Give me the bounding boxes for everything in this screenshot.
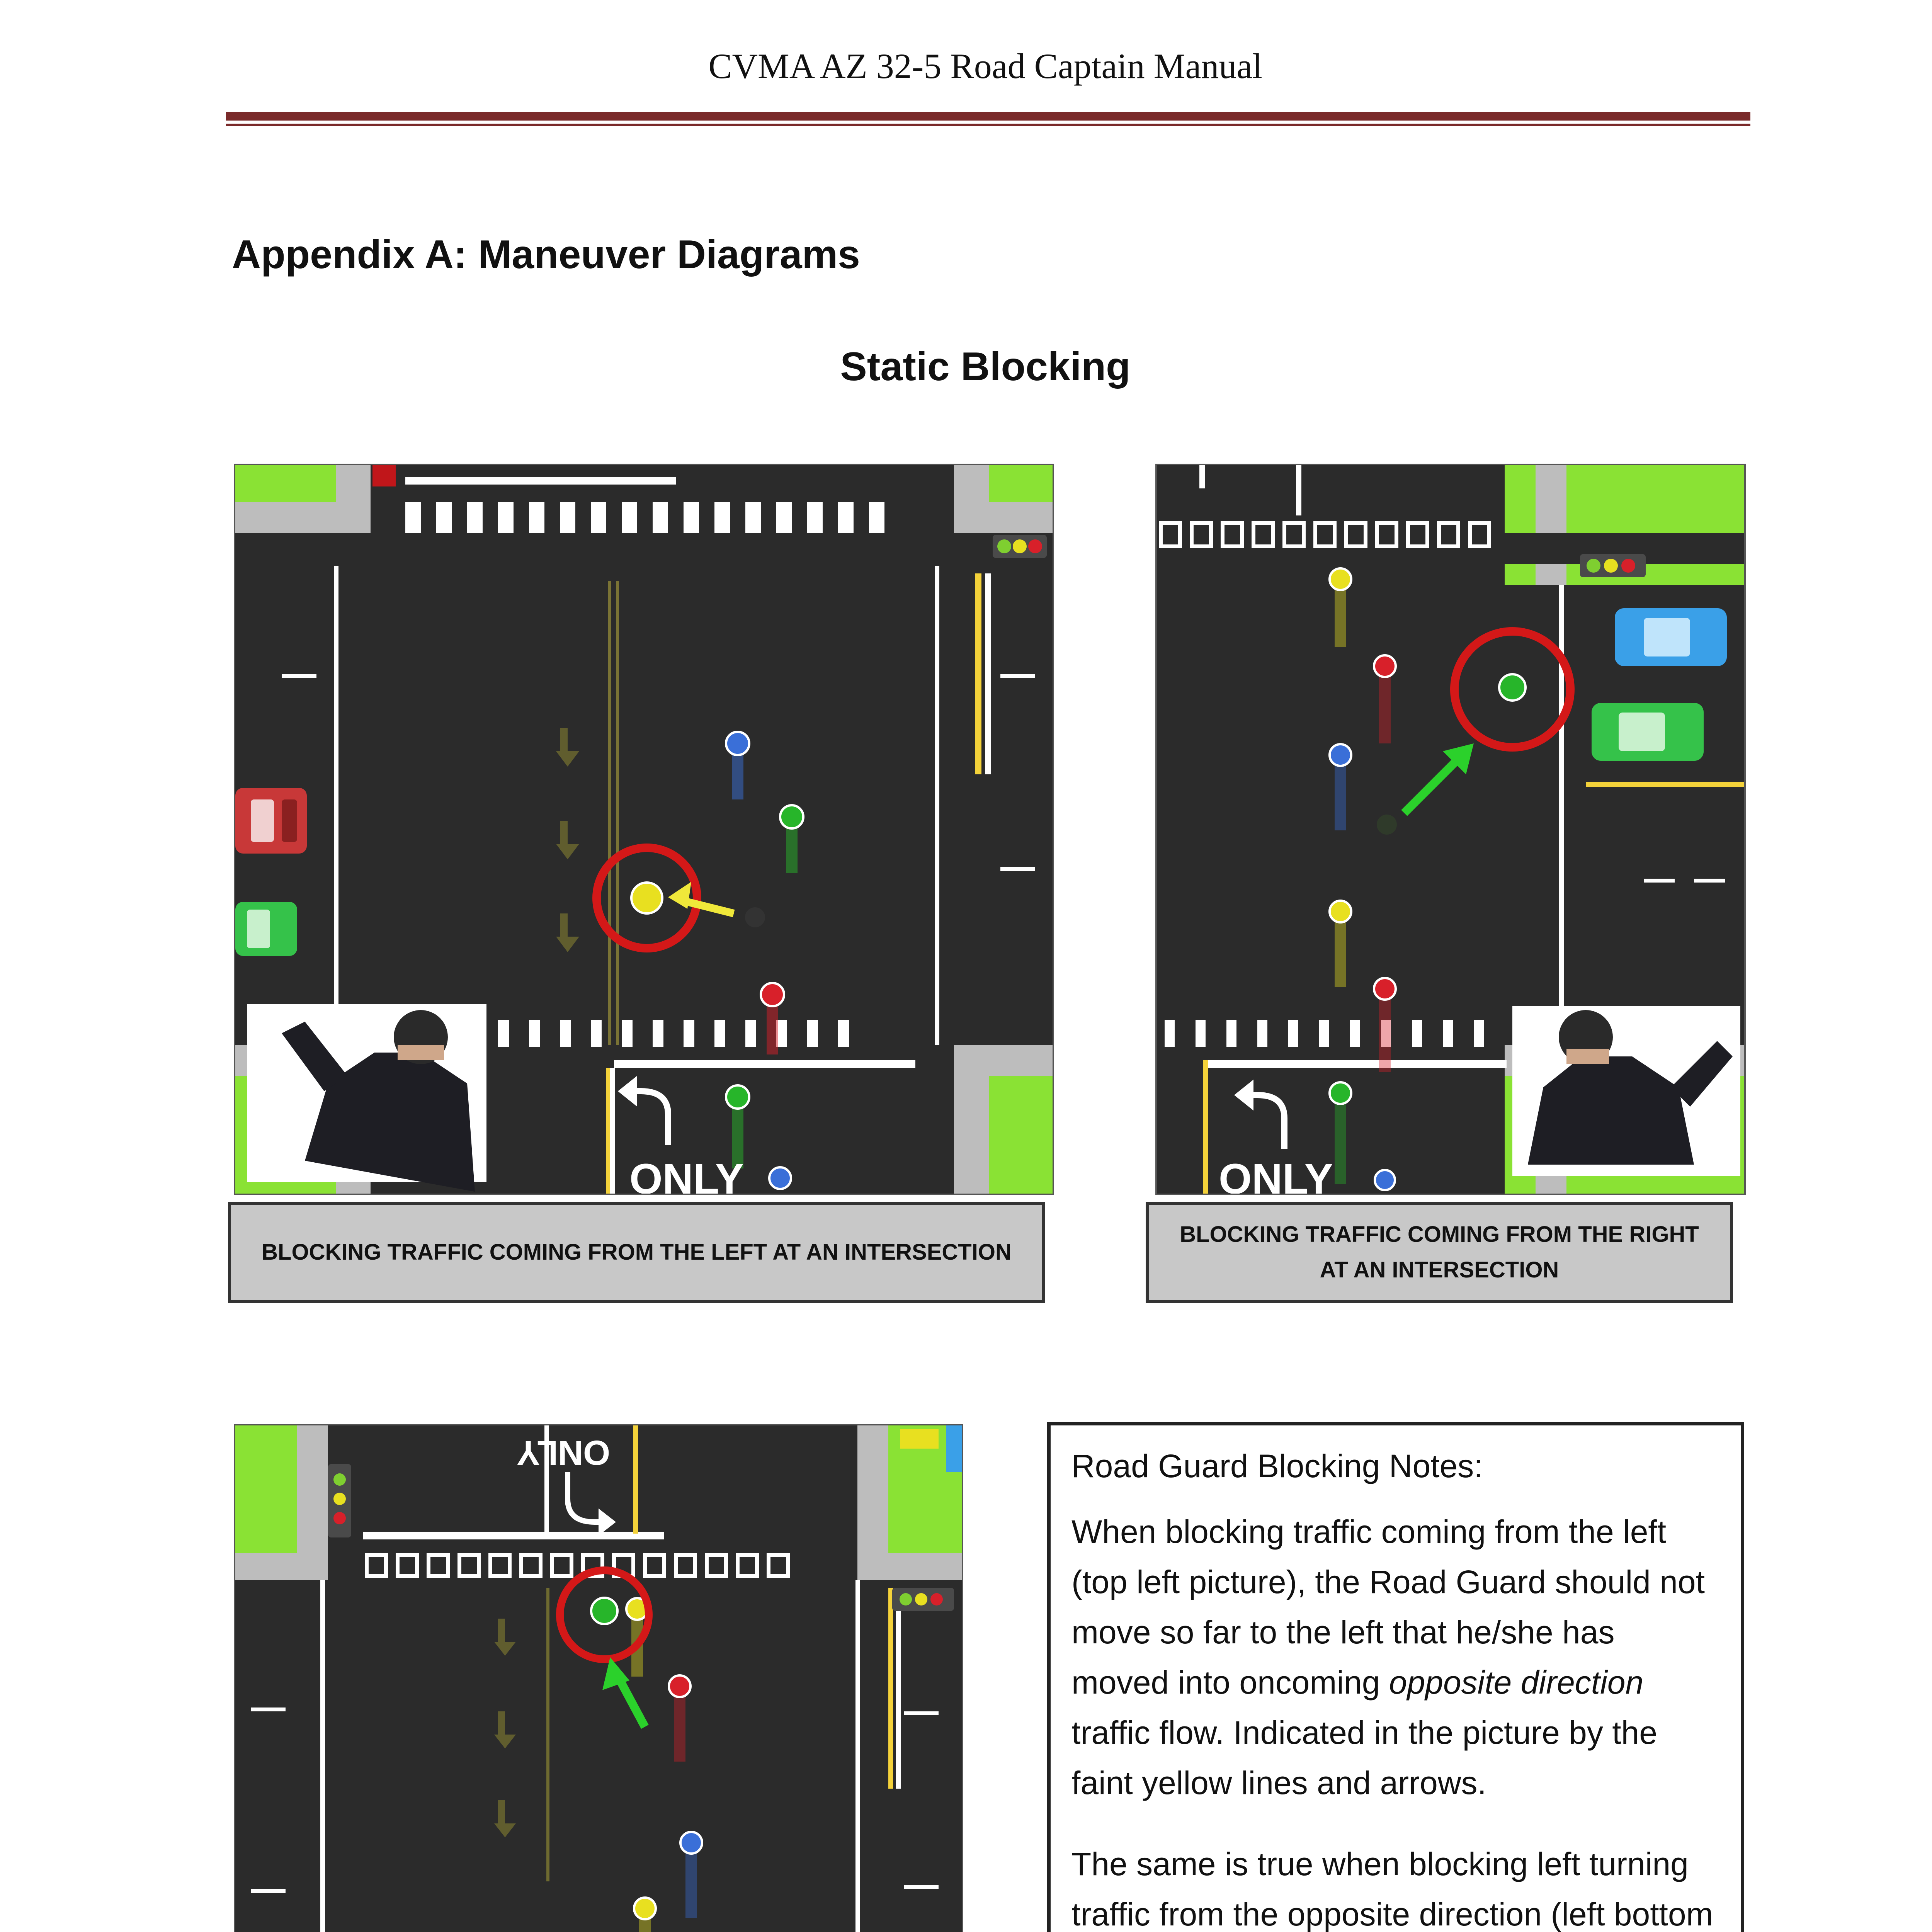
road-guard-photo [1512,1006,1740,1176]
car-blue-icon [1615,608,1727,666]
diagram-block-right [1155,464,1746,1195]
notes-box [1047,1422,1744,1932]
notes-paragraph-1: When blocking traffic coming from the left (top left picture), the Road Guard should not move so far to the left that he/she has moved into oncoming opposite direction traffic flow. Indicated in the picture by the faint yellow lines and arrows. [1071,1514,1705,1801]
road-guard-photo [247,1004,486,1192]
intersection-diagram-2 [1157,465,1744,1194]
rider-blue-icon [1375,1170,1395,1190]
notes-paragraph-2: The same is true when blocking left turning traffic from the opposite direction (left bottom [1071,1846,1713,1932]
rider-blue-icon [769,1167,791,1189]
caption-text: BLOCKING TRAFFIC COMING FROM THE RIGHT AT AN INTERSECTION [1180,1222,1699,1282]
road-marking-only-top: ONLY [517,1433,610,1472]
road-marking-only: ONLY [1219,1155,1333,1194]
car-green-icon [235,902,297,956]
diagram-block-left [234,464,1054,1195]
header-rule-thin [226,124,1750,126]
car-red-icon [235,788,307,854]
caption-text: BLOCKING TRAFFIC COMING FROM THE LEFT AT AN INTERSECTION [262,1240,1012,1265]
car-green-icon [1592,703,1704,761]
header-rule [226,112,1750,121]
diagram-block-left-turning [234,1424,963,1932]
section-title: Static Blocking [840,344,1131,389]
road-marking-only: ONLY [629,1155,744,1194]
notes-heading: Road Guard Blocking Notes: [1071,1448,1483,1484]
running-header: CVMA AZ 32-5 Road Captain Manual [708,46,1262,86]
intersection-diagram-3 [235,1425,962,1932]
appendix-title: Appendix A: Maneuver Diagrams [232,232,860,277]
caption-block-right [1146,1202,1733,1303]
caption-block-left [228,1202,1045,1303]
intersection-diagram-1 [235,465,1053,1194]
